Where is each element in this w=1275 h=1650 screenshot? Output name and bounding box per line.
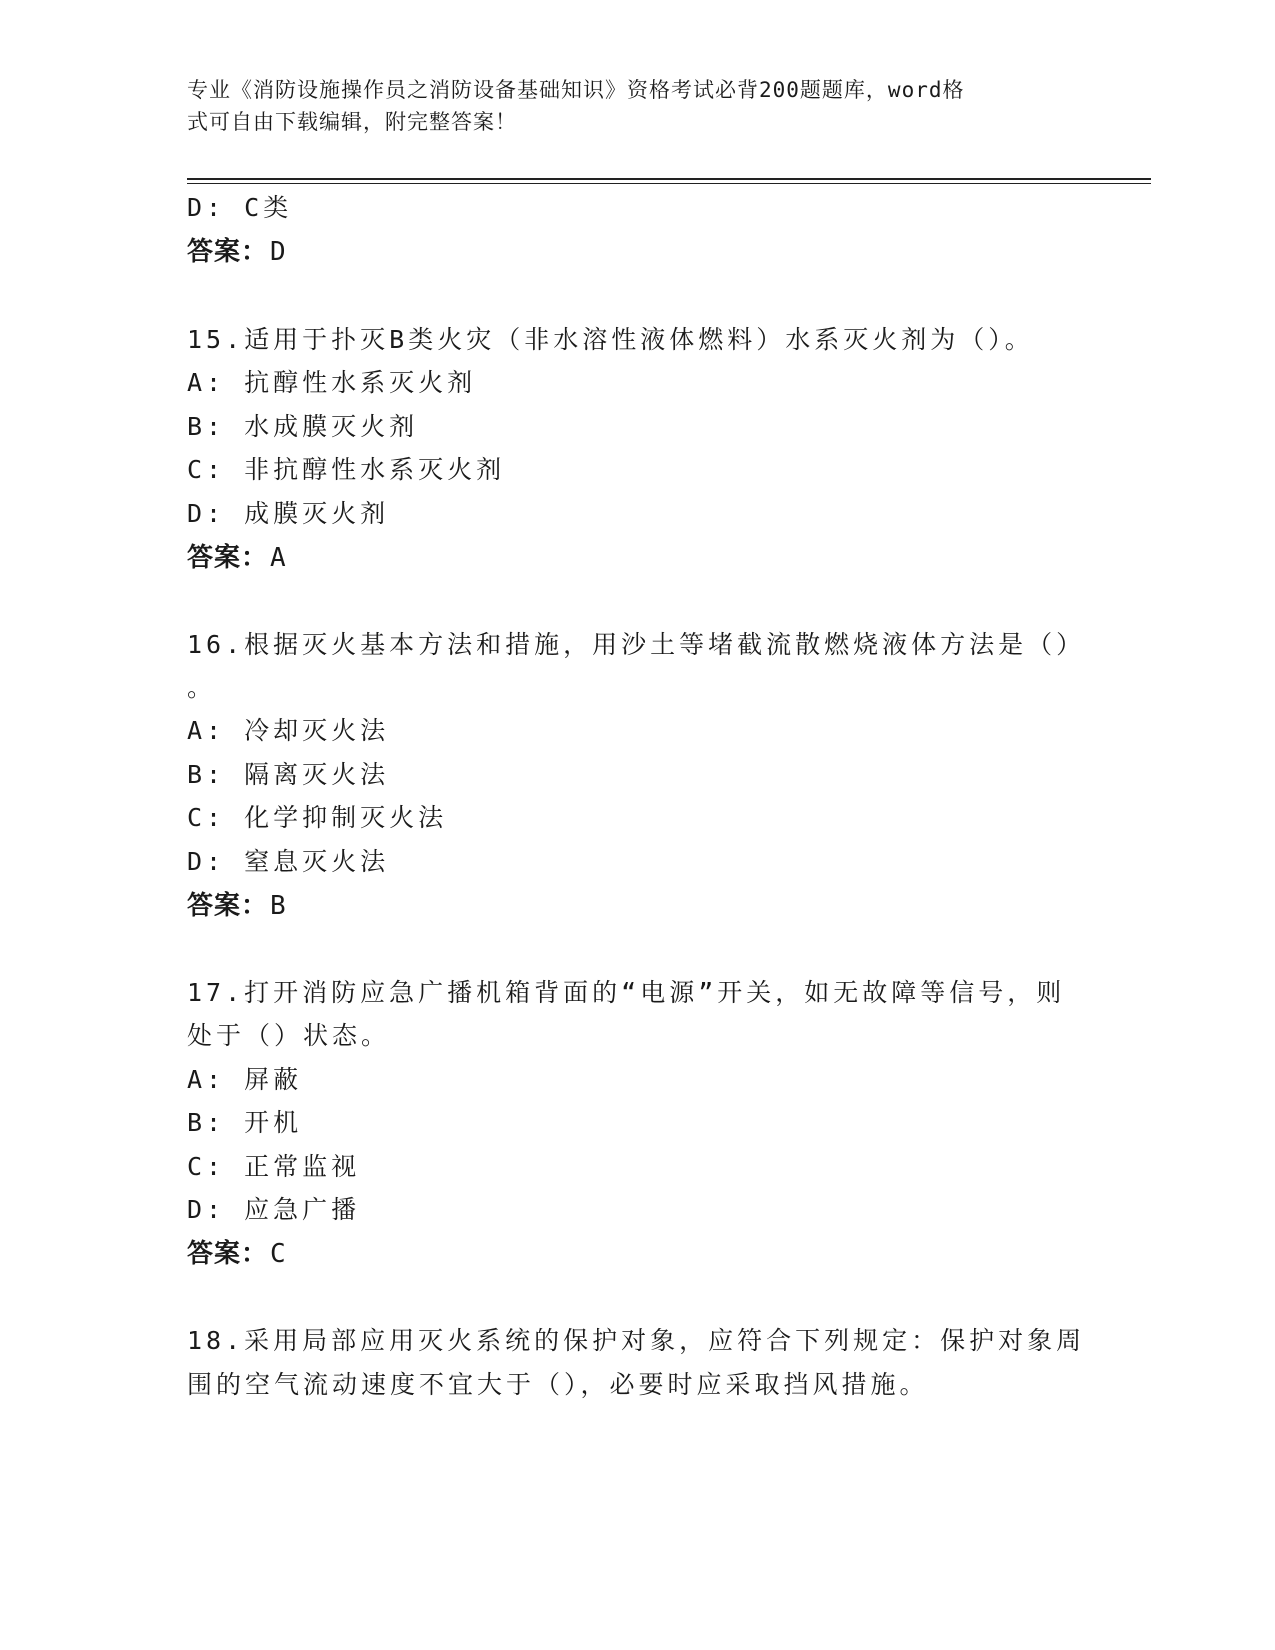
answer-label: 答案：: [187, 891, 269, 921]
q18-stem-line-1: 18.采用局部应用灭火系统的保护对象，应符合下列规定：保护对象周: [187, 1326, 1086, 1355]
q15-option-a: A: 抗醇性水系灭火剂: [187, 368, 477, 397]
q17-answer: [187, 1233, 287, 1270]
q18-stem-line-2: 围的空气流动速度不宜大于（），必要时应采取挡风措施。: [187, 1370, 929, 1399]
header-divider-thin: [187, 183, 1151, 184]
q15-option-c: C: 非抗醇性水系灭火剂: [187, 455, 506, 484]
q15-option-d: D: 成膜灭火剂: [187, 499, 390, 528]
q15-stem: 15.适用于扑灭B类火灾（非水溶性液体燃料）水系灭火剂为（）。: [187, 325, 1034, 354]
answer-value: C: [270, 1239, 287, 1269]
q17-option-b: B: 开机: [187, 1108, 303, 1137]
q16-option-b: B: 隔离灭火法: [187, 760, 390, 789]
q16-option-a: A: 冷却灭火法: [187, 716, 390, 745]
q17-stem-line-2: 处于（）状态。: [187, 1021, 391, 1050]
prev-option-d: D: C类: [187, 193, 293, 222]
header-line-2: 式可自由下载编辑，附完整答案！: [187, 110, 517, 134]
q16-option-c: C: 化学抑制灭火法: [187, 803, 448, 832]
q17-stem-line-1: 17.打开消防应急广播机箱背面的“电源”开关，如无故障等信号，则: [187, 978, 1066, 1007]
q16-stem-line-1: 16.根据灭火基本方法和措施，用沙土等堵截流散燃烧液体方法是（）: [187, 630, 1086, 659]
q15-option-b: B: 水成膜灭火剂: [187, 412, 419, 441]
answer-label: 答案：: [187, 237, 269, 267]
answer-value: A: [270, 543, 287, 573]
q16-stem-line-2: 。: [187, 673, 217, 702]
header-divider-thick: [187, 178, 1151, 180]
q16-answer: [187, 885, 287, 922]
q17-option-c: C: 正常监视: [187, 1152, 361, 1181]
answer-value: D: [270, 237, 287, 267]
q17-option-a: A: 屏蔽: [187, 1065, 303, 1094]
header-line-1: 专业《消防设施操作员之消防设备基础知识》资格考试必背200题题库，word格: [187, 78, 965, 102]
answer-label: 答案：: [187, 543, 269, 573]
answer-value: B: [270, 891, 287, 921]
answer-label: 答案：: [187, 1239, 269, 1269]
q16-option-d: D: 窒息灭火法: [187, 847, 390, 876]
q17-option-d: D: 应急广播: [187, 1195, 361, 1224]
prev-answer: [187, 231, 287, 268]
q15-answer: [187, 537, 287, 574]
document-header: [187, 74, 1067, 138]
